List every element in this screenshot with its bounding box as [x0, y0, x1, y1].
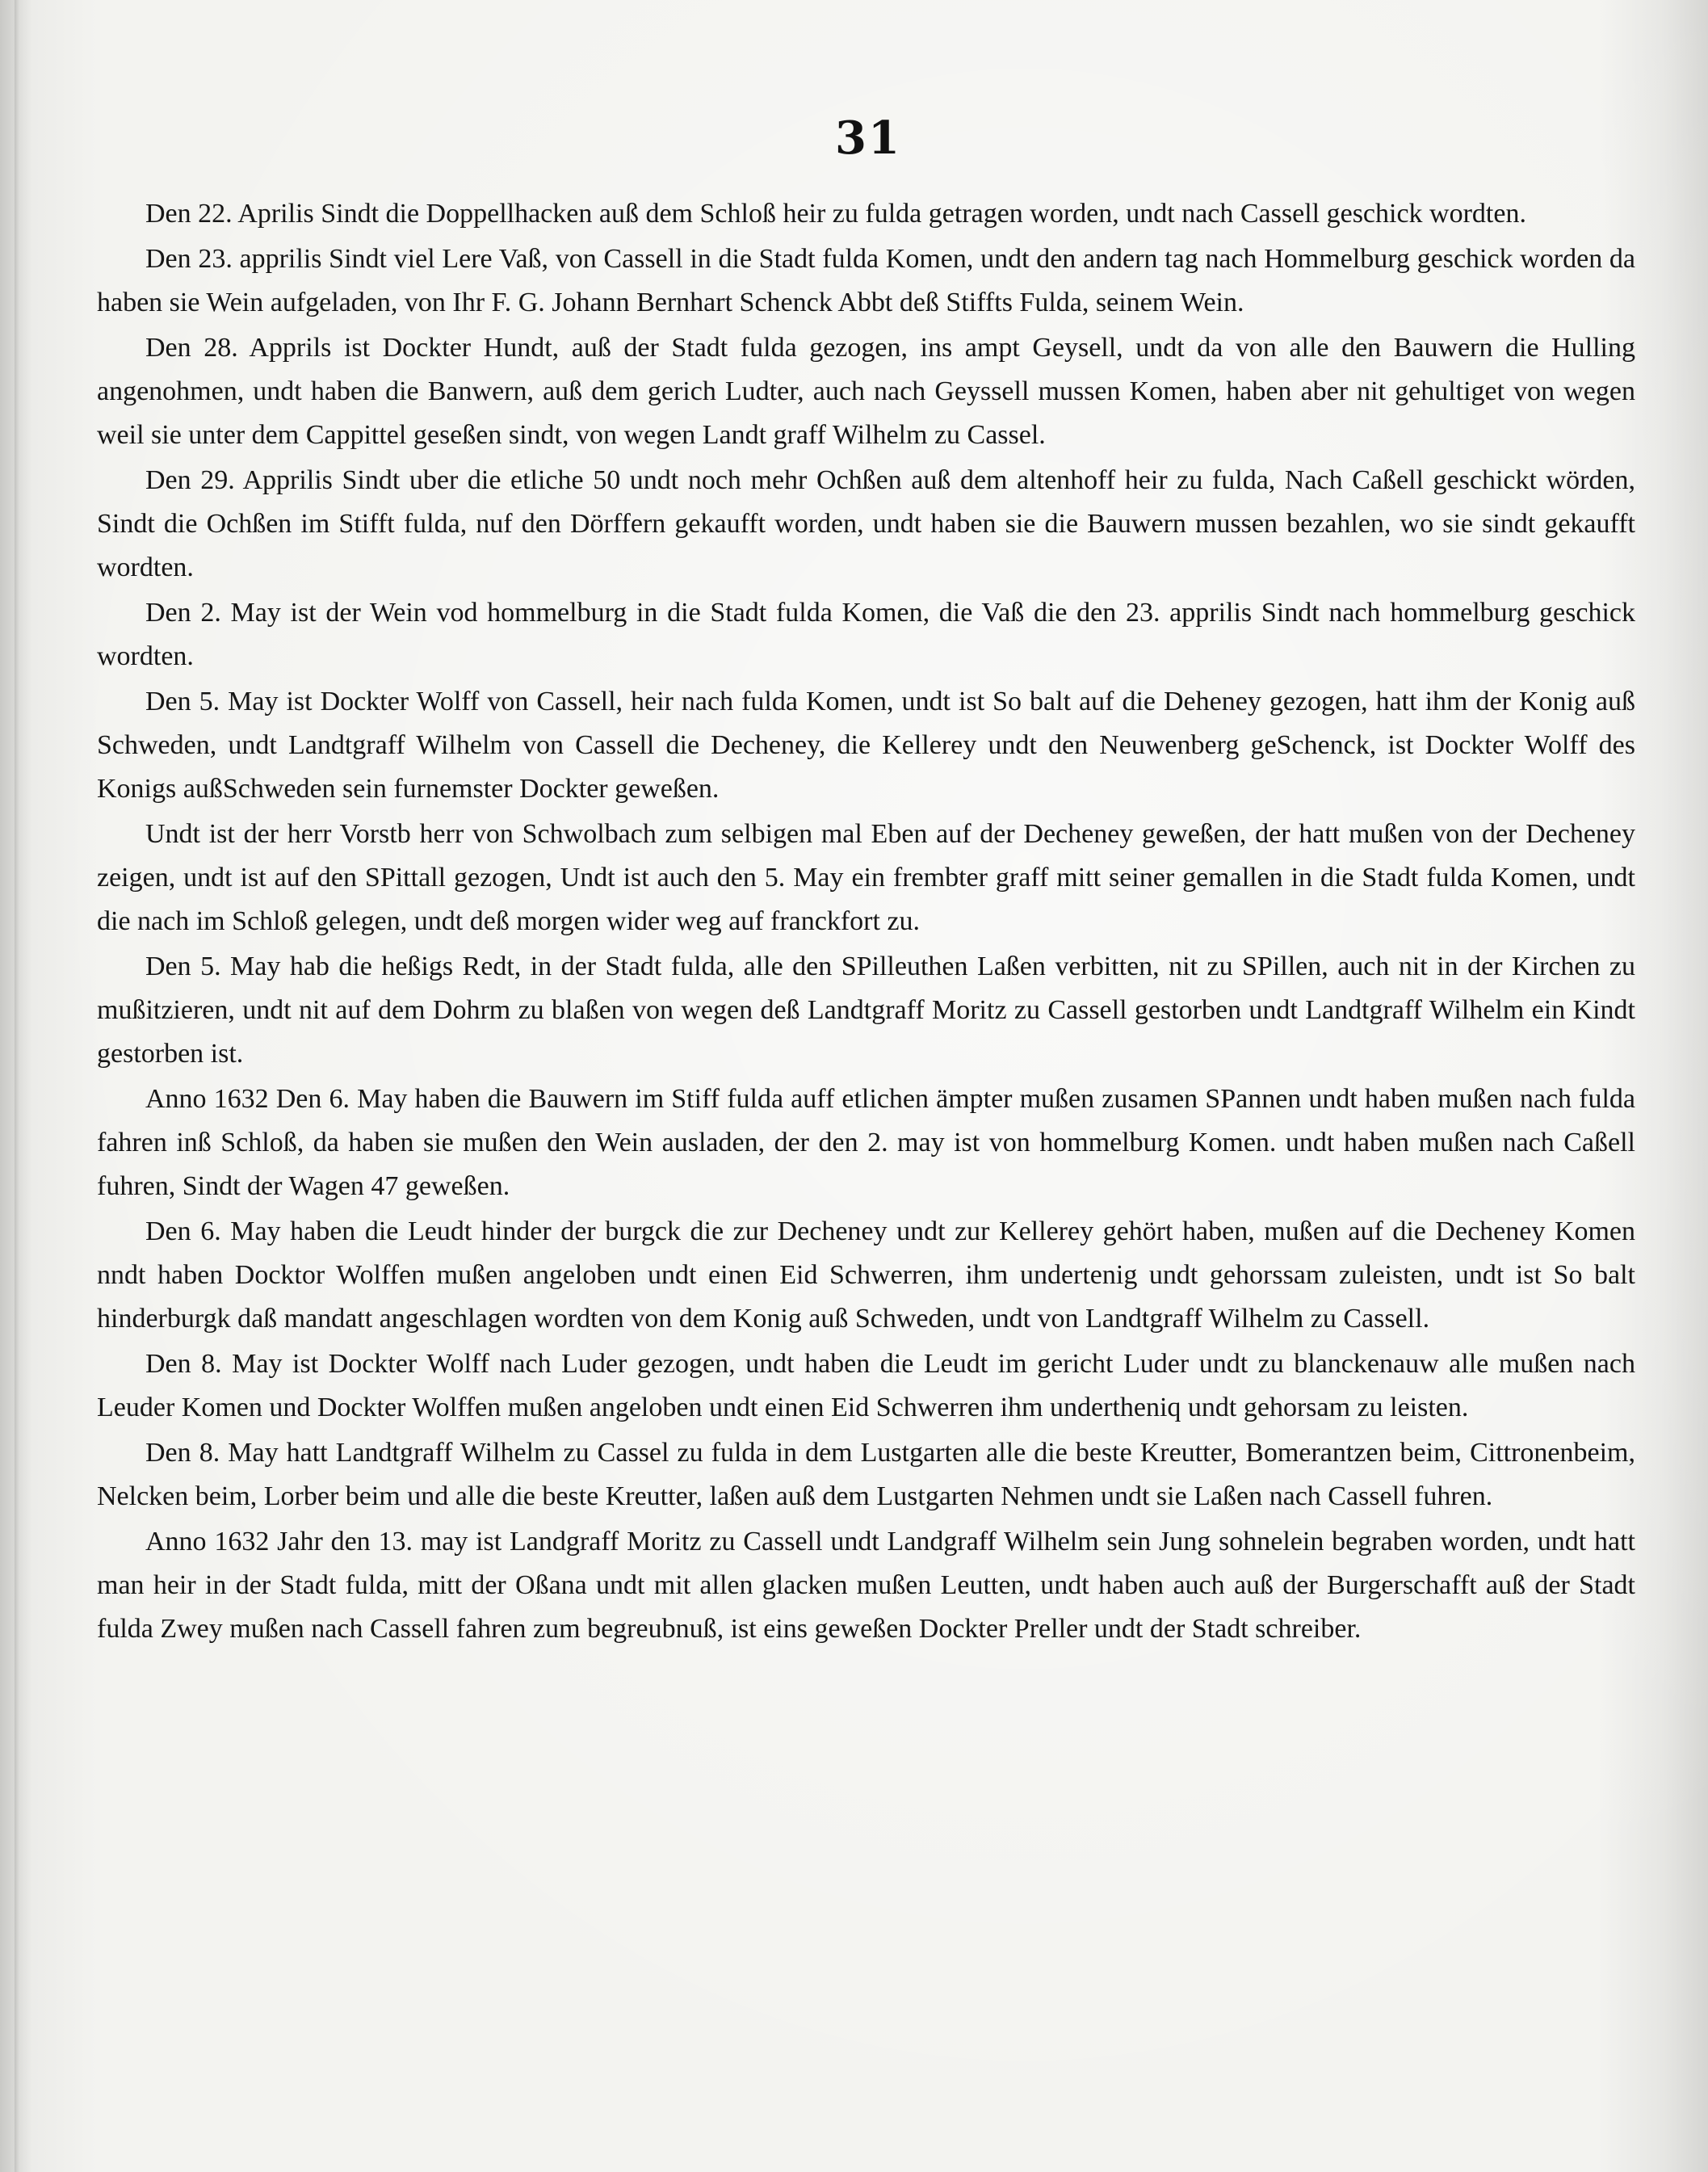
paragraph: Anno 1632 Jahr den 13. may ist Landgraff Moritz zu Cassell undt Landgraff Wilhelm sein Jung sohnelein begraben worden, undt hatt man heir in der Stadt fulda, mitt der Oßana undt mit allen glacken mußen Leutten, undt haben auch auß der Burgerschafft auß der Stadt fulda Zwey mußen nach Cassell fahren zum begreubnuß, ist eins geweßen Dockter Preller undt der Stadt schreiber. — [97, 1527, 1635, 1644]
paragraph: Den 28. Apprils ist Dockter Hundt, auß der Stadt fulda gezogen, ins ampt Geysell, undt da von alle den Bauwern die Hulling angenohmen, undt haben die Banwern, auß dem gerich Ludter, auch nach Geyssell mussen Komen, haben aber nit gehultiget von wegen weil sie unter dem Cappittel geseßen sindt, von wegen Landt graff Wilhelm zu Cassel. — [97, 333, 1635, 450]
paragraph: Den 8. May ist Dockter Wolff nach Luder gezogen, undt haben die Leudt im gericht Luder undt zu blanckenauw alle mußen nach Leuder Komen und Dockter Wolffen mußen angeloben undt einen Eid Schwerren ihm undertheniq undt gehorsam zu leisten. — [97, 1349, 1635, 1422]
paragraph: Undt ist der herr Vorstb herr von Schwolbach zum selbigen mal Eben auf der Decheney geweßen, der hatt mußen von der Decheney zeigen, undt ist auf den SPittall gezogen, Undt ist auch den 5. May ein frembter graff mitt seiner gemallen in die Stadt fulda Komen, undt die nach im Schloß gelegen, undt deß morgen wider weg auf franckfort zu. — [97, 819, 1635, 936]
paragraph: Anno 1632 Den 6. May haben die Bauwern im Stiff fulda auff etlichen ämpter mußen zusamen SPannen undt haben mußen nach fulda fahren inß Schloß, da haben sie mußen den Wein ausladen, der den 2. may ist von hommelburg Komen. undt haben mußen nach Caßell fuhren, Sindt der Wagen 47 geweßen. — [97, 1084, 1635, 1201]
chronicle-text — [97, 192, 1635, 1653]
paragraph: Den 5. May hab die heßigs Redt, in der Stadt fulda, alle den SPilleuthen Laßen verbitten, nit zu SPillen, auch nit in der Kirchen zu mußitzieren, undt nit auf dem Dohrm zu blaßen von wegen deß Landtgraff Moritz zu Cassell gestorben undt Landtgraff Wilhelm ein Kindt gestorben ist. — [97, 952, 1635, 1069]
paragraph: Den 23. apprilis Sindt viel Lere Vaß, von Cassell in die Stadt fulda Komen, undt den andern tag nach Hommelburg geschick worden da haben sie Wein aufgeladen, von Ihr F. G. Johann Bernhart Schenck Abbt deß Stiffts Fulda, seinem Wein. — [97, 244, 1635, 317]
paragraph: Den 29. Apprilis Sindt uber die etliche 50 undt noch mehr Ochßen auß dem altenhoff heir zu fulda, Nach Caßell geschickt wörden, Sindt die Ochßen im Stifft fulda, nuf den Dörffern gekaufft worden, undt haben sie die Bauwern mussen bezahlen, wo sie sindt gekaufft wordten. — [97, 465, 1635, 582]
paragraph: Den 5. May ist Dockter Wolff von Cassell, heir nach fulda Komen, undt ist So balt auf die Deheney gezogen, hatt ihm der Konig auß Schweden, undt Landtgraff Wilhelm von Cassell die Decheney, die Kellerey undt den Neuwenberg geSchenck, ist Dockter Wolff des Konigs außSchweden sein furnemster Dockter geweßen. — [97, 687, 1635, 804]
paragraph: Den 22. Aprilis Sindt die Doppellhacken auß dem Schloß heir zu fulda getragen worden, undt nach Cassell geschick wordten. — [145, 199, 1526, 229]
paragraph: Den 8. May hatt Landtgraff Wilhelm zu Cassel zu fulda in dem Lustgarten alle die beste Kreutter, Bomerantzen beim, Cittronenbeim, Nelcken beim, Lorber beim und alle die beste Kreutter, laßen auß dem Lustgarten Nehmen undt sie Laßen nach Cassell fuhren. — [97, 1438, 1635, 1511]
paragraph: Den 6. May haben die Leudt hinder der burgck die zur Decheney undt zur Kellerey gehört haben, mußen auf die Decheney Komen nndt haben Docktor Wolffen mußen angeloben undt einen Eid Schwerren, ihm undertenig undt gehorssam zuleisten, undt ist So balt hinderburgk daß mandatt angeschlagen wordten von dem Konig auß Schweden, undt von Landtgraff Wilhelm zu Cassell. — [97, 1216, 1635, 1334]
page-number: 31 — [835, 111, 901, 165]
paragraph: Den 2. May ist der Wein vod hommelburg in die Stadt fulda Komen, die Vaß die den 23. apprilis Sindt nach hommelburg geschick wordten. — [97, 598, 1635, 671]
book-spine-shadow — [15, 0, 19, 2172]
